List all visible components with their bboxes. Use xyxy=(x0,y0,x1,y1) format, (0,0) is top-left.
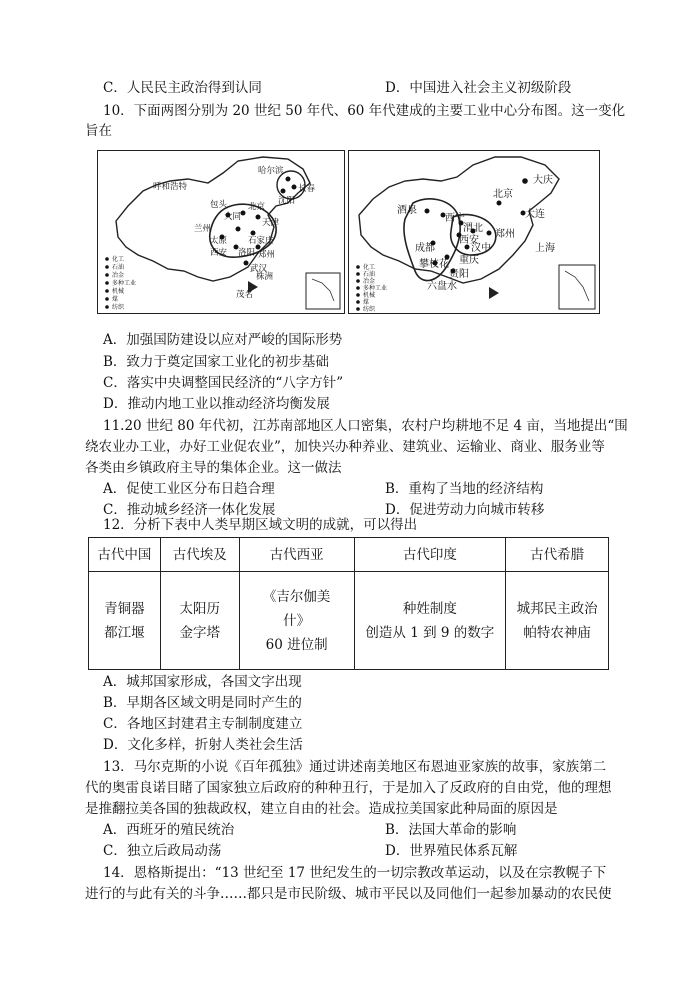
q11-option-b: B．重构了当地的经济结构 xyxy=(385,481,544,497)
header-west-asia: 古代西亚 xyxy=(239,538,354,572)
map2-legend-4: 机械 xyxy=(363,292,376,299)
cell-west-asia xyxy=(239,572,354,670)
q12-option-d: D．文化多样，折射人类社会生活 xyxy=(103,737,303,753)
map2-legend-0: 化工 xyxy=(363,264,376,271)
map2-city-13: 贵阳 xyxy=(449,269,469,280)
map1-city-7: 哈尔滨 xyxy=(258,166,284,176)
map2-legend-5: 煤 xyxy=(363,299,370,306)
map1-city-10: 兰州 xyxy=(194,224,212,234)
map1-city-3: 北京 xyxy=(248,202,266,212)
map1-legend-6: 纺织 xyxy=(112,304,125,311)
q10-option-b: B．致力于奠定国家工业化的初步基础 xyxy=(103,354,329,370)
south-sea-inset xyxy=(306,273,340,309)
south-sea-inset-coast xyxy=(312,279,334,301)
map2-legend-1: 石油 xyxy=(363,271,376,278)
map2-city-10: 上海 xyxy=(535,243,555,254)
cell-china-line2: 都江堰 xyxy=(104,624,145,641)
map2-city-5: 渭北 xyxy=(463,223,483,234)
map1-city-6: 长春 xyxy=(298,184,316,194)
map2-city-12: 攀枝花 xyxy=(419,259,449,270)
map1-city-8: 西安 xyxy=(210,248,228,258)
q11-stem-line3: 各类由乡镇政府主导的集体企业。这一做法 xyxy=(85,460,342,476)
map1-city-2: 太原 xyxy=(210,236,228,246)
q9-option-c: C．人民民主政治得到认同 xyxy=(103,80,262,96)
map1-legend-1: 石油 xyxy=(112,264,125,271)
q10-stem-line2: 旨在 xyxy=(85,123,112,139)
q14-stem-line1: 14．恩格斯提出：“13 世纪至 17 世纪发生的一切宗教改革运动，以及在宗教幌子下 xyxy=(103,865,607,881)
header-greece: 古代希腊 xyxy=(506,538,609,572)
map2-city-11: 重庆 xyxy=(459,255,479,266)
q10-option-d: D．推动内地工业以推动经济均衡发展 xyxy=(103,396,330,412)
map-1960s-industrial-centers xyxy=(348,150,600,314)
map2-city-8: 汉中 xyxy=(471,243,491,254)
q13-option-d: D．世界殖民体系瓦解 xyxy=(385,843,518,859)
map1-legend-0: 化工 xyxy=(112,256,125,263)
map1-legend-2: 冶金 xyxy=(112,272,125,279)
cell-west-asia-line2: 什》 xyxy=(283,612,311,629)
q10-option-a: A．加强国防建设以应对严峻的国际形势 xyxy=(103,332,343,348)
q10-stem-line1: 10．下面两图分别为 20 世纪 50 年代、60 年代建成的主要工业中心分布图。这一变化 xyxy=(103,103,626,119)
table-row xyxy=(89,572,609,670)
q12-stem: 12．分析下表中人类早期区域文明的成就，可以得出 xyxy=(103,517,418,533)
map1-legend-4: 机械 xyxy=(112,288,125,295)
q13-stem-line2: 代的奥雷良诺目睹了国家独立后政府的种种丑行，于是加入了反政府的自由党，他的理想 xyxy=(85,780,612,796)
map1-legend xyxy=(105,255,136,311)
q11-option-a: A．促使工业区分布日趋合理 xyxy=(103,481,275,497)
cell-india xyxy=(354,572,506,670)
cell-india-line1: 种姓制度 xyxy=(402,600,457,617)
q11-option-c: C．推动城乡经济一体化发展 xyxy=(103,502,276,518)
map2-city-1: 北京 xyxy=(493,189,513,200)
cell-china xyxy=(89,572,161,670)
map1-city-12: 郑州 xyxy=(258,250,276,260)
map2-city-0: 大庆 xyxy=(533,175,553,186)
map2-legend-2: 冶金 xyxy=(363,278,376,285)
map2-legend-6: 纺织 xyxy=(363,306,376,313)
cell-egypt-line1: 太阳历 xyxy=(179,600,221,617)
map1-legend-5: 煤 xyxy=(112,296,119,303)
map2-legend xyxy=(356,263,387,313)
table-header-row xyxy=(89,538,609,572)
map1-city-13: 武汉 xyxy=(250,264,268,274)
q13-stem-line1: 13．马尔克斯的小说《百年孤独》通过讲述南美地区布恩迪亚家族的故事，家族第二 xyxy=(103,759,607,775)
map1-city-14: 大同 xyxy=(224,212,242,222)
map-1950s-svg xyxy=(98,151,344,313)
q12-option-a: A．城邦国家形成，各国文字出现 xyxy=(103,674,302,690)
map1-city-1: 包头 xyxy=(210,200,228,210)
hainan-island-2 xyxy=(489,287,499,299)
cell-china-line1: 青铜器 xyxy=(104,600,145,617)
civilization-achievements-table xyxy=(88,537,609,670)
q12-option-c: C．各地区封建君主专制制度建立 xyxy=(103,716,303,732)
map2-legend-3: 多种工业 xyxy=(363,285,388,292)
map1-city-15: 株洲 xyxy=(256,272,274,282)
q13-option-b: B．法国大革命的影响 xyxy=(385,822,517,838)
map2-city-2: 大连 xyxy=(525,209,545,220)
south-sea-inset-2 xyxy=(559,265,595,309)
q11-option-d: D．促进劳动力向城市转移 xyxy=(385,502,545,518)
q11-stem-line1: 11.20 世纪 80 年代初，江苏南部地区人口密集，农村户均耕地不足 4 亩，当地提出“围 xyxy=(103,418,628,434)
cell-india-line2: 创造从 1 到 9 的数字 xyxy=(365,624,495,641)
map2-city-6: 西安 xyxy=(459,235,479,246)
map1-city-16: 茂名 xyxy=(236,290,254,300)
header-india: 古代印度 xyxy=(354,538,506,572)
cell-west-asia-line3: 60 进位制 xyxy=(265,636,328,653)
map-1950s-industrial-centers xyxy=(97,150,345,314)
cell-egypt-line2: 金字塔 xyxy=(179,624,221,641)
q12-option-b: B．早期各区域文明是同时产生的 xyxy=(103,695,302,711)
header-egypt: 古代埃及 xyxy=(160,538,239,572)
map2-city-4: 西宁 xyxy=(445,213,465,224)
q13-stem-line3: 是推翻拉美各国的独裁政权，建立自由的社会。造成拉美国家此种局面的原因是 xyxy=(85,801,558,817)
q11-stem-line2: 绕农业办工业，办好工业促农业”，加快兴办种养业、建筑业、运输业、商业、服务业等 xyxy=(85,439,605,455)
header-china: 古代中国 xyxy=(89,538,161,572)
map1-legend-3: 多种工业 xyxy=(112,280,137,287)
q13-option-c: C．独立后政局动荡 xyxy=(103,843,222,859)
cell-egypt xyxy=(160,572,239,670)
cell-greece-line1: 城邦民主政治 xyxy=(516,600,598,617)
map-1960s-svg xyxy=(349,151,599,313)
south-sea-inset-coast-2 xyxy=(565,271,589,301)
cell-west-asia-line1: 《吉尔伽美 xyxy=(262,588,331,605)
map2-city-9: 郑州 xyxy=(495,229,515,240)
cell-greece xyxy=(506,572,609,670)
map2-city-14: 六盘水 xyxy=(427,281,457,292)
map1-city-5: 沈阳 xyxy=(278,196,296,206)
map2-city-7: 成都 xyxy=(415,243,435,254)
map1-city-0: 呼和浩特 xyxy=(153,182,188,192)
map1-city-9: 洛阳 xyxy=(238,248,256,258)
q9-option-d: D．中国进入社会主义初级阶段 xyxy=(385,80,572,96)
q14-stem-line2: 进行的与此有关的斗争……都只是市民阶级、城市平民以及同他们一起参加暴动的农民使 xyxy=(85,886,612,902)
q13-option-a: A．西班牙的殖民统治 xyxy=(103,822,235,838)
cell-greece-line2: 帕特农神庙 xyxy=(523,624,591,641)
map1-city-4: 天津 xyxy=(262,218,280,228)
map2-city-3: 酒泉 xyxy=(397,205,417,216)
map1-city-11: 石家庄 xyxy=(248,236,274,246)
q10-option-c: C．落实中央调整国民经济的“八字方针” xyxy=(103,375,344,391)
